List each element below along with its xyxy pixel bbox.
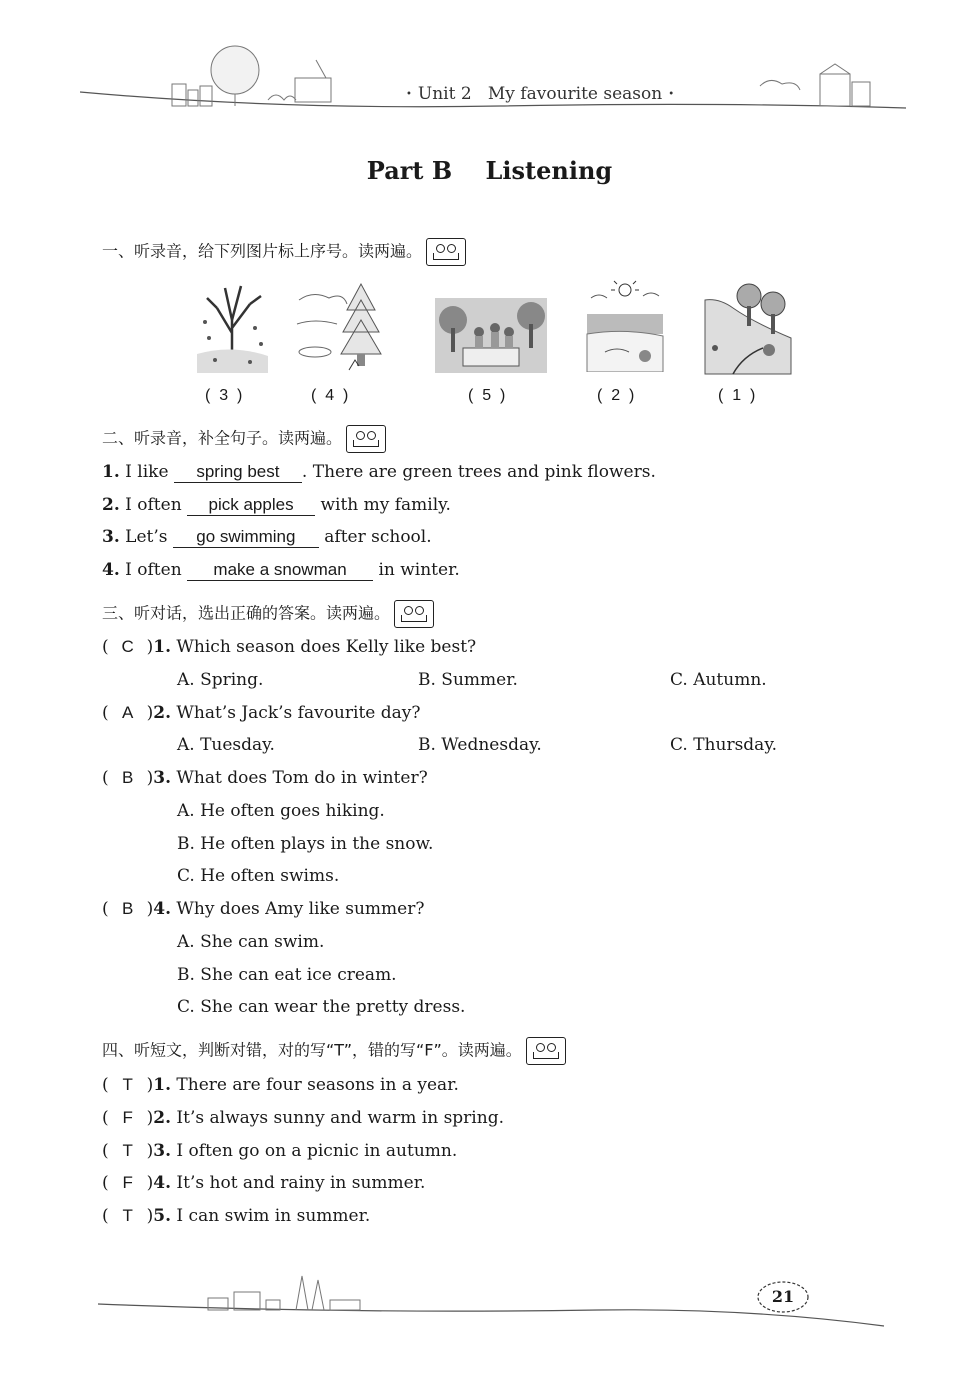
option-b: B. She can eat ice cream. bbox=[177, 965, 397, 985]
item-number: 1. bbox=[153, 1075, 172, 1095]
item-number: 1. bbox=[153, 637, 172, 657]
cassette-icon bbox=[526, 1037, 566, 1065]
option-a: A. He often goes hiking. bbox=[177, 801, 385, 821]
section1-heading bbox=[102, 238, 466, 266]
option-b: B. Wednesday. bbox=[418, 735, 542, 755]
answer-letter: F bbox=[122, 1108, 133, 1127]
option-c: C. She can wear the pretty dress. bbox=[177, 997, 466, 1017]
running-header bbox=[400, 84, 680, 104]
item-number: 4. bbox=[153, 1173, 172, 1193]
item-number: 2. bbox=[102, 495, 120, 515]
answer-blank: go swimming bbox=[173, 527, 319, 548]
answer-letter: F bbox=[122, 1173, 133, 1192]
judge-item-1: ( T )1. There are four seasons in a year. bbox=[102, 1075, 459, 1095]
statement-text: There are four seasons in a year. bbox=[171, 1075, 459, 1095]
picture-caption-4: ( 2 ) bbox=[597, 387, 635, 404]
header-unit: Unit 2 bbox=[417, 84, 472, 104]
sentence-text: I like bbox=[119, 462, 174, 482]
section3-heading-text: 三、听对话，选出正确的答案。读两遍。 bbox=[102, 603, 391, 623]
answer-letter: T bbox=[122, 1141, 133, 1160]
section2-heading bbox=[102, 425, 386, 453]
sentence-text: in winter. bbox=[373, 560, 460, 580]
section4-heading-text: 四、听短文，判断对错，对的写“T”，错的写“F”。读两遍。 bbox=[102, 1040, 522, 1060]
judge-item-4: ( F )4. It’s hot and rainy in summer. bbox=[102, 1173, 426, 1193]
cassette-icon bbox=[346, 425, 386, 453]
cassette-icon bbox=[426, 238, 466, 266]
sentence-text: after school. bbox=[318, 527, 432, 547]
item-number: 4. bbox=[102, 560, 120, 580]
section2-heading-text: 二、听录音，补全句子。读两遍。 bbox=[102, 428, 343, 448]
question-3: ( B )3. What does Tom do in winter? bbox=[102, 768, 428, 788]
header-bullet-right: • bbox=[668, 89, 675, 100]
statement-text: I often go on a picnic in autumn. bbox=[171, 1141, 458, 1161]
fill-sentence-1 bbox=[102, 462, 656, 483]
picture-caption-3: ( 5 ) bbox=[468, 387, 506, 404]
answer-letter: B bbox=[121, 899, 134, 918]
header-topic: My favourite season bbox=[487, 84, 663, 104]
header-bullet-left: • bbox=[406, 89, 412, 100]
header-decoration bbox=[80, 40, 910, 120]
question-text: Which season does Kelly like best? bbox=[171, 637, 477, 657]
sentence-text: I often bbox=[119, 560, 188, 580]
judge-item-3: ( T )3. I often go on a picnic in autumn. bbox=[102, 1141, 458, 1161]
sentence-text: I often bbox=[119, 495, 188, 515]
picture-autumn-tree bbox=[195, 278, 270, 373]
option-a: A. Tuesday. bbox=[177, 735, 275, 755]
picture-spring-garden bbox=[703, 278, 793, 376]
item-number: 5. bbox=[153, 1206, 172, 1226]
answer-letter: T bbox=[122, 1206, 133, 1225]
answer-blank: spring best bbox=[174, 462, 302, 483]
sentence-text: . There are green trees and pink flowers. bbox=[301, 462, 656, 482]
judge-item-2: ( F )2. It’s always sunny and warm in spring. bbox=[102, 1108, 504, 1128]
question-2: ( A )2. What’s Jack’s favourite day? bbox=[102, 703, 421, 723]
picture-caption-2: ( 4 ) bbox=[311, 387, 349, 404]
option-a: A. Spring. bbox=[177, 670, 264, 690]
page-number-badge bbox=[756, 1280, 810, 1314]
statement-text: It’s always sunny and warm in spring. bbox=[171, 1108, 504, 1128]
section1-heading-text: 一、听录音，给下列图片标上序号。读两遍。 bbox=[102, 241, 423, 261]
question-4: ( B )4. Why does Amy like summer? bbox=[102, 899, 425, 919]
answer-letter: T bbox=[122, 1075, 133, 1094]
statement-text: It’s hot and rainy in summer. bbox=[171, 1173, 426, 1193]
section3-heading bbox=[102, 600, 434, 628]
cassette-icon bbox=[394, 600, 434, 628]
fill-sentence-3 bbox=[102, 527, 432, 548]
section4-heading bbox=[102, 1037, 566, 1065]
answer-blank: make a snowman bbox=[187, 560, 373, 581]
option-a: A. She can swim. bbox=[177, 932, 325, 952]
fill-sentence-2 bbox=[102, 495, 451, 516]
picture-beach-summer bbox=[585, 280, 665, 372]
option-b: B. Summer. bbox=[418, 670, 518, 690]
answer-letter: C bbox=[121, 637, 134, 656]
answer-letter: A bbox=[121, 703, 134, 722]
fill-sentence-4 bbox=[102, 560, 460, 581]
option-c: C. Thursday. bbox=[670, 735, 778, 755]
option-b: B. He often plays in the snow. bbox=[177, 834, 434, 854]
item-number: 3. bbox=[153, 1141, 172, 1161]
item-number: 1. bbox=[102, 462, 120, 482]
sentence-text: Let’s bbox=[119, 527, 173, 547]
question-1: ( C )1. Which season does Kelly like best? bbox=[102, 637, 477, 657]
picture-caption-1: ( 3 ) bbox=[205, 387, 243, 404]
item-number: 2. bbox=[153, 703, 172, 723]
picture-winter-snow-tree bbox=[295, 280, 385, 372]
question-text: What’s Jack’s favourite day? bbox=[171, 703, 421, 723]
answer-letter: B bbox=[121, 768, 134, 787]
statement-text: I can swim in summer. bbox=[171, 1206, 371, 1226]
answer-blank: pick apples bbox=[187, 495, 315, 516]
question-text: What does Tom do in winter? bbox=[171, 768, 428, 788]
page-number: 21 bbox=[771, 1287, 795, 1306]
picture-caption-5: ( 1 ) bbox=[718, 387, 756, 404]
picture-picnic bbox=[435, 298, 547, 373]
item-number: 2. bbox=[153, 1108, 172, 1128]
option-c: C. He often swims. bbox=[177, 866, 340, 886]
page-title: Part B Listening bbox=[366, 156, 613, 185]
item-number: 3. bbox=[102, 527, 120, 547]
judge-item-5: ( T )5. I can swim in summer. bbox=[102, 1206, 371, 1226]
question-text: Why does Amy like summer? bbox=[171, 899, 425, 919]
option-c: C. Autumn. bbox=[670, 670, 767, 690]
item-number: 3. bbox=[153, 768, 172, 788]
sentence-text: with my family. bbox=[315, 495, 451, 515]
item-number: 4. bbox=[153, 899, 172, 919]
